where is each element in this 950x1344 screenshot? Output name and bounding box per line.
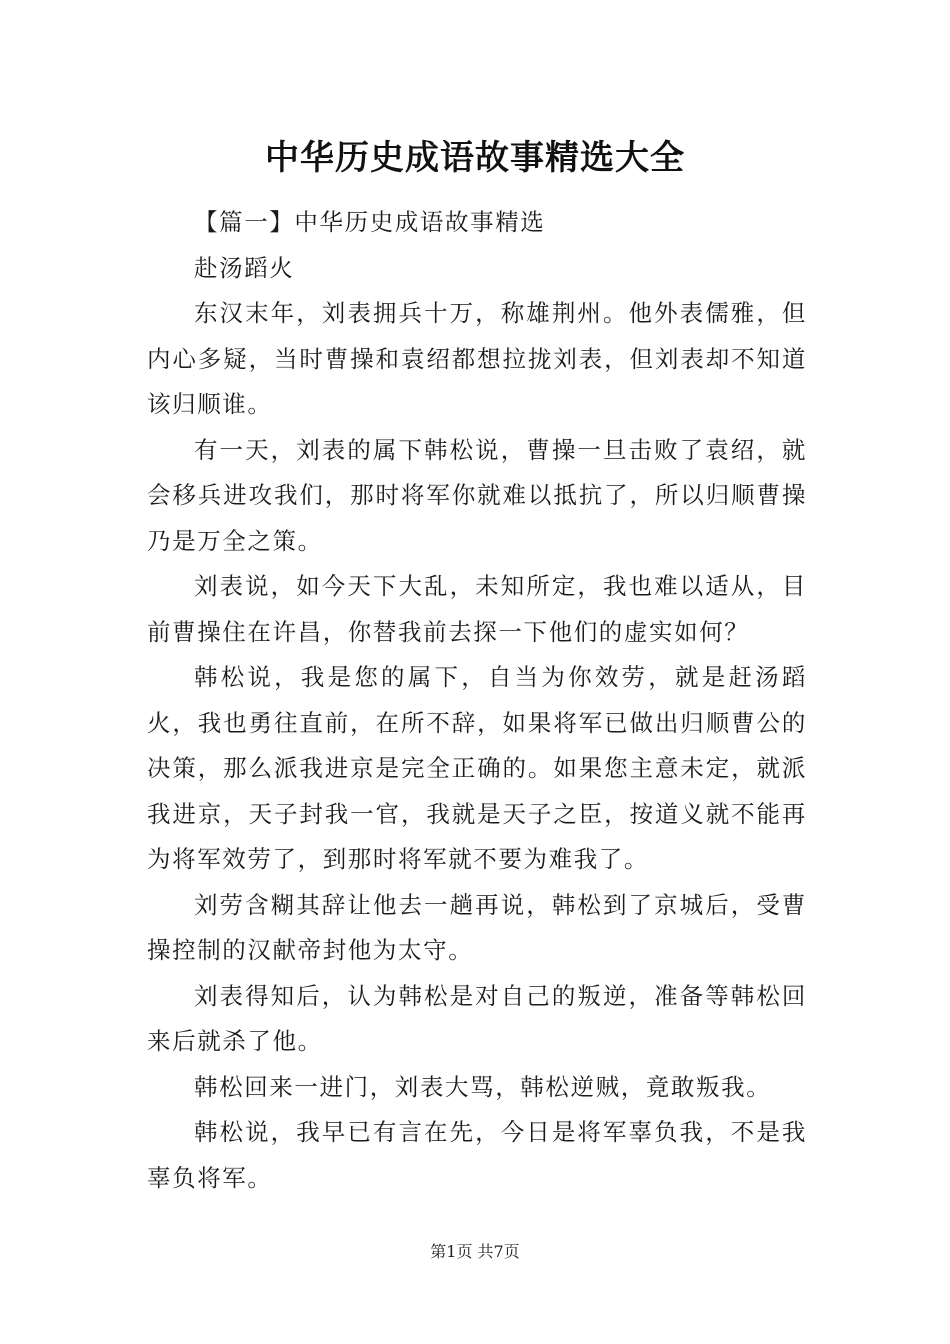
paragraph: 韩松说，我是您的属下，自当为你效劳，就是赶汤蹈火，我也勇往直前，在所不辞，如果将军已做出归顺曹公的决策，那么派我进京是完全正确的。如果您主意未定，就派我进京，天子封我一官，我就是天子之臣，按道义就不能再为将军效劳了，到那时将军就不要为难我了。: [147, 663, 807, 873]
paragraph: 刘表说，如今天下大乱，未知所定，我也难以适从，目前曹操住在许昌，你替我前去探一下他们的虚实如何？: [147, 572, 807, 646]
paragraph: 有一天，刘表的属下韩松说，曹操一旦击败了袁绍，就会移兵进攻我们，那时将军你就难以抵抗了，所以归顺曹操乃是万全之策。: [147, 435, 807, 555]
page-number-footer: 第1页 共7页: [430, 1242, 520, 1261]
paragraph: 韩松回来一进门，刘表大骂，韩松逆贼，竟敢叛我。: [194, 1072, 772, 1101]
paragraph: 刘表得知后，认为韩松是对自己的叛逆，准备等韩松回来后就杀了他。: [147, 981, 807, 1055]
section-heading: 【篇一】中华历史成语故事精选: [194, 208, 546, 236]
document-title: 中华历史成语故事精选大全: [265, 138, 685, 178]
paragraph: 韩松说，我早已有言在先，今日是将军辜负我，不是我辜负将军。: [147, 1118, 807, 1192]
paragraph: 刘劳含糊其辞让他去一趟再说，韩松到了京城后，受曹操控制的汉献帝封他为太守。: [147, 890, 807, 964]
story-title: 赴汤蹈火: [194, 253, 295, 282]
paragraph: 东汉末年，刘表拥兵十万，称雄荆州。他外表儒雅，但内心多疑，当时曹操和袁绍都想拉拢刘表，但刘表却不知道该归顺谁。: [147, 299, 807, 418]
document-body: [147, 200, 807, 1201]
